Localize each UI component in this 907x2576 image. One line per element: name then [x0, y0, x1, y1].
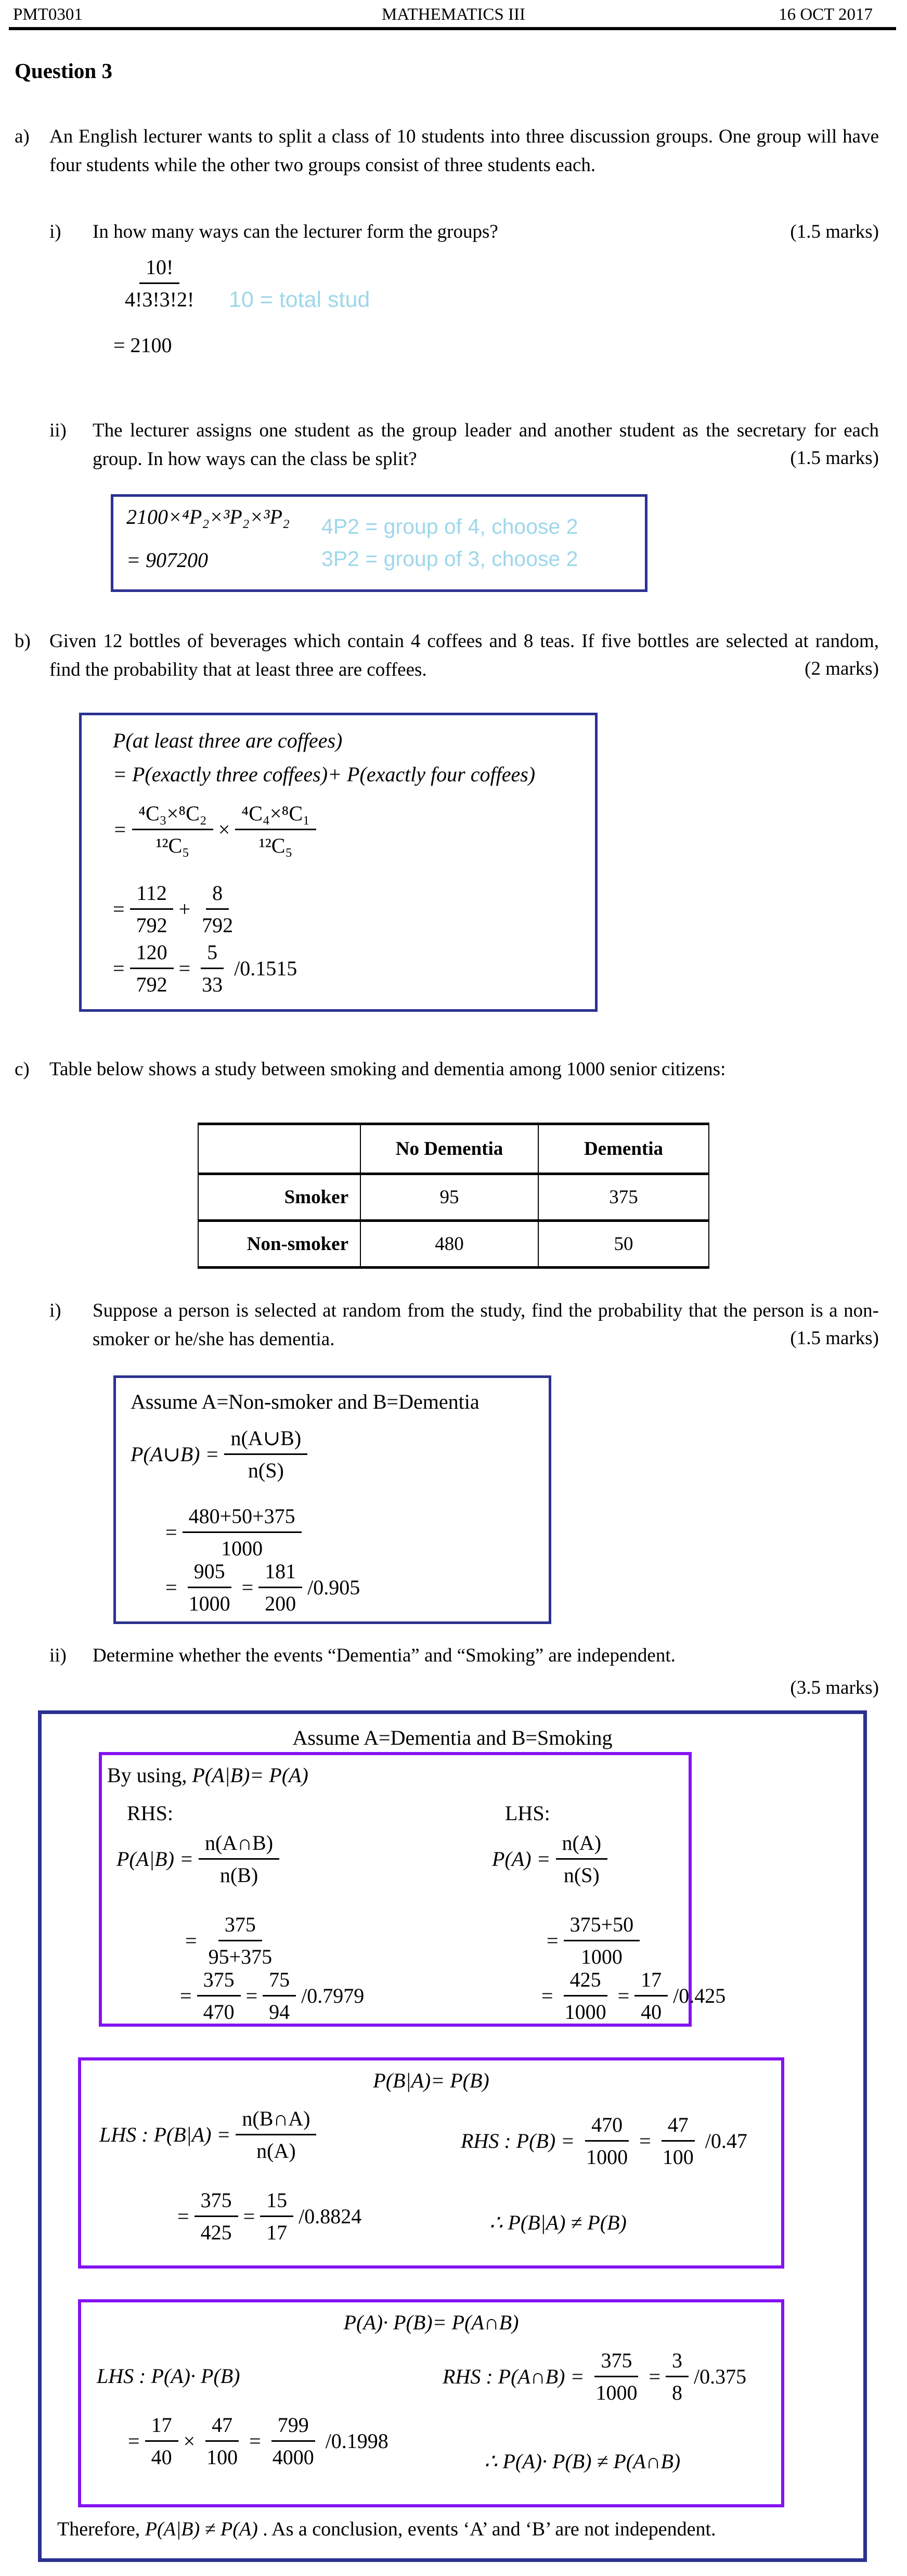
test1-left-line-3: = $\frac{375}{470}$ = $\frac{75}{94}$ /0.7979 — [180, 1968, 365, 2024]
header-course-code: PMT0301 — [13, 5, 83, 24]
table-header-row — [198, 1124, 709, 1174]
part-b-question: Given 12 bottles of beverages which contain 4 coffees and 8 teas. If five bottles are selected at random, find the probability that at least three are coffees. — [49, 630, 879, 680]
fraction: $\frac{47}{100}$ — [206, 2413, 238, 2469]
part-a-label: a) — [15, 126, 30, 147]
test1-heading: By using, P(A|B)= P(A) — [107, 1763, 308, 1787]
c-i-line-2: = $\frac{480+50+375}{1000}$ — [165, 1504, 307, 1561]
cell-smoker-dementia: 375 — [538, 1174, 709, 1221]
part-a-i-question: In how many ways can the lecturer form the groups? — [93, 221, 498, 242]
part-c-paragraph — [15, 1055, 879, 1084]
test1-right-line-3: = $\frac{425}{1000}$ = $\frac{17}{40}$ /0.425 — [541, 1968, 726, 2024]
part-b-label: b) — [15, 630, 31, 652]
cell-nonsmoker-no-dementia: 480 — [360, 1221, 538, 1268]
question-title: Question 3 — [15, 59, 112, 83]
table-row — [198, 1174, 709, 1221]
fraction: $\frac{375}{1000}$ — [595, 2349, 638, 2404]
row-label-non-smoker: Non-smoker — [198, 1221, 360, 1268]
cell-nonsmoker-dementia: 50 — [538, 1221, 709, 1268]
fraction: $\frac{10!}{4!3!3!2!}$ — [125, 255, 195, 311]
header-rule — [9, 27, 896, 30]
b-line-5: = $\frac{120}{792}$ = $\frac{5}{33}$ /0.1515 — [113, 941, 297, 996]
fraction: $\frac{375}{425}$ — [195, 2188, 238, 2245]
part-a-i-marks: (1.5 marks) — [790, 221, 879, 242]
c-ii-solution-box — [38, 1710, 867, 2562]
c-ii-assumption: Assume A=Dementia and B=Smoking — [292, 1726, 613, 1749]
fraction: $\frac{n(A\cup B)}{n(S)}$ — [224, 1426, 307, 1483]
b-line-2: = P(exactly three coffees)+ P(exactly four coffees) — [113, 763, 536, 786]
part-c-i-marks: (1.5 marks) — [790, 1328, 879, 1349]
c-ii-test1-box — [99, 1752, 726, 2027]
part-b-paragraph — [15, 627, 879, 684]
part-a-ii-label: ii) — [49, 420, 67, 441]
test2-left-line-2: = $\frac{375}{425}$ = $\frac{15}{17}$ /0.8824 — [177, 2188, 362, 2244]
fraction: $\frac{905}{1000}$ — [188, 1560, 230, 1615]
part-a-ii-question: The lecturer assigns one student as the group leader and another student as the secretary for each group. In how ways can the class be split? — [93, 420, 879, 470]
part-c-intro: Table below shows a study between smoking and dementia among 1000 senior citizens: — [49, 1059, 726, 1080]
c-ii-final-conclusion: Therefore, P(A|B) ≠ P(A) . As a conclusion, events ‘A’ and ‘B’ are not independent. — [57, 2518, 716, 2540]
part-c-label: c) — [15, 1059, 30, 1080]
fraction: $\frac{17}{40}$ — [634, 1967, 668, 2024]
table-corner-cell — [198, 1124, 360, 1174]
c-i-line-3: = $\frac{905}{1000}$ = $\frac{181}{200}$ /0.905 — [165, 1560, 360, 1615]
table-header-no-dementia: No Dementia — [360, 1124, 538, 1174]
fraction: $\frac{470}{1000}$ — [586, 2113, 628, 2169]
a-i-annotation: 10 = total stud — [229, 287, 370, 312]
fraction: $\frac{17}{40}$ — [145, 2413, 178, 2469]
c-i-line-1: P(A∪B) = $\frac{n(A\cup B)}{n(S)}$ — [131, 1426, 313, 1483]
test3-left-line-1: LHS : P(A)· P(B) — [97, 2364, 240, 2388]
test2-conclusion: ∴ P(B|A) ≠ P(B) — [489, 2211, 627, 2234]
test3-conclusion: ∴ P(A)· P(B) ≠ P(A∩B) — [484, 2450, 681, 2473]
test3-heading: P(A)· P(B)= P(A∩B) — [343, 2311, 519, 2334]
part-a-ii-question-row — [49, 416, 879, 473]
a-ii-result: = 907200 — [126, 548, 208, 572]
fraction: $\frac{181}{200}$ — [258, 1559, 302, 1616]
c-ii-test2-box — [78, 2057, 784, 2269]
test2-heading: P(B|A)= P(B) — [373, 2069, 489, 2092]
fraction: $\frac{799}{4000}$ — [272, 2413, 314, 2469]
part-c-i-label: i) — [49, 1300, 61, 1321]
part-c-ii-marks: (3.5 marks) — [790, 1677, 879, 1698]
fraction: $\frac{112}{792}$ — [130, 881, 174, 937]
test1-right-line-1: P(A) = $\frac{n(A)}{n(S)}$ — [492, 1831, 613, 1887]
test2-left-line-1: LHS : P(B|A) = $\frac{n(B\cap A)}{n(A)}$ — [99, 2106, 321, 2163]
a-i-fraction — [113, 255, 205, 312]
header-date: 16 OCT 2017 — [779, 5, 873, 24]
c-i-solution-box — [113, 1375, 551, 1624]
fraction: $\frac{47}{100}$ — [662, 2113, 694, 2169]
part-c-i-question: Suppose a person is selected at random from the study, find the probability that the person is a non-smoker or he/she has dementia. — [93, 1300, 879, 1350]
fraction: $\frac{480+50+375}{1000}$ — [183, 1504, 302, 1561]
cell-smoker-no-dementia: 95 — [360, 1174, 538, 1221]
part-c-ii-question: Determine whether the events “Dementia” and “Smoking” are independent. — [93, 1645, 676, 1666]
fraction: $\frac{375}{95+375}$ — [208, 1913, 273, 1968]
fraction: $\frac{425}{1000}$ — [564, 1968, 606, 2024]
fraction: $\frac{75}{94}$ — [263, 1967, 296, 2024]
test1-left-line-2: = $\frac{375}{95+375}$ — [185, 1912, 283, 1969]
test1-rhs-label: RHS: — [127, 1801, 173, 1825]
smoking-dementia-table — [198, 1123, 709, 1269]
fraction: $\frac{\text{⁴C₄×⁸C₁}}{\text{¹²C₅}}$ — [235, 801, 316, 858]
a-ii-annotation-1: 4P2 = group of 4, choose 2 — [321, 514, 578, 538]
part-c-ii-label: ii) — [49, 1645, 67, 1666]
row-label-smoker: Smoker — [198, 1174, 360, 1221]
test1-left-line-1: P(A|B) = $\frac{n(A\cap B)}{n(B)}$ — [116, 1831, 284, 1887]
b-line-4: = $\frac{112}{792}$ + $\frac{8}{792}$ — [113, 881, 244, 937]
b-solution-box — [79, 713, 598, 1012]
a-ii-annotation-2: 3P2 = group of 3, choose 2 — [321, 547, 578, 571]
b-line-1: P(at least three are coffees) — [113, 729, 343, 752]
test3-left-line-2: = $\frac{17}{40}$ × $\frac{47}{100}$ = $\frac{799}{4000}$ /0.1998 — [128, 2413, 388, 2469]
c-ii-test3-box — [78, 2299, 784, 2507]
fraction: $\frac{n(A)}{n(S)}$ — [556, 1831, 608, 1887]
fraction: $\frac{n(B\cap A)}{n(A)}$ — [236, 2106, 316, 2163]
test1-right-line-2: = $\frac{375+50}{1000}$ — [547, 1912, 645, 1969]
test2-right-line-1: RHS : P(B) = $\frac{470}{1000}$ = $\frac{47}{100}$ /0.47 — [461, 2113, 747, 2169]
test1-lhs-label: LHS: — [505, 1801, 550, 1825]
c-i-assumption: Assume A=Non-smoker and B=Dementia — [131, 1390, 480, 1413]
part-a-i-question-row — [49, 217, 879, 246]
fraction: $\frac{375+50}{1000}$ — [564, 1912, 640, 1969]
fraction: $\frac{375}{470}$ — [197, 1967, 241, 2024]
fraction: $\frac{15}{17}$ — [260, 2188, 293, 2245]
table-row — [198, 1221, 709, 1268]
part-a-text: An English lecturer wants to split a class of 10 students into three discussion groups. One group will have four students while the other two groups consist of three students each. — [49, 126, 879, 176]
a-i-result: = 2100 — [113, 333, 172, 357]
test3-right-line-1: RHS : P(A∩B) = $\frac{375}{1000}$ = $\frac{3}{8}$ /0.375 — [443, 2349, 747, 2404]
table-header-dementia: Dementia — [538, 1124, 709, 1174]
a-ii-solution-box — [111, 494, 647, 592]
fraction: $\frac{\text{⁴C₃×⁸C₂}}{\text{¹²C₅}}$ — [132, 801, 213, 858]
fraction: $\frac{3}{8}$ — [666, 2348, 689, 2405]
part-b-marks: (2 marks) — [805, 658, 879, 679]
header-title: MATHEMATICS III — [382, 5, 525, 24]
part-a-ii-marks: (1.5 marks) — [790, 447, 879, 469]
part-c-ii-question-row — [49, 1641, 879, 1709]
fraction: $\frac{8}{792}$ — [202, 881, 234, 937]
fraction: $\frac{n(A\cap B)}{n(B)}$ — [199, 1831, 279, 1887]
fraction: $\frac{5}{33}$ — [202, 941, 223, 996]
fraction: $\frac{120}{792}$ — [130, 940, 174, 997]
part-a-paragraph — [15, 122, 879, 179]
a-ii-expression: 2100×⁴P₂×³P₂×³P₂ — [126, 505, 290, 529]
part-a-i-label: i) — [49, 221, 61, 242]
part-c-i-question-row — [49, 1296, 879, 1354]
b-line-3: = $\frac{\text{⁴C₃×⁸C₂}}{\text{¹²C₅}}$ × $\frac{\text{⁴C₄×⁸C₁}}{\text{¹²C₅}}$ — [113, 801, 321, 858]
